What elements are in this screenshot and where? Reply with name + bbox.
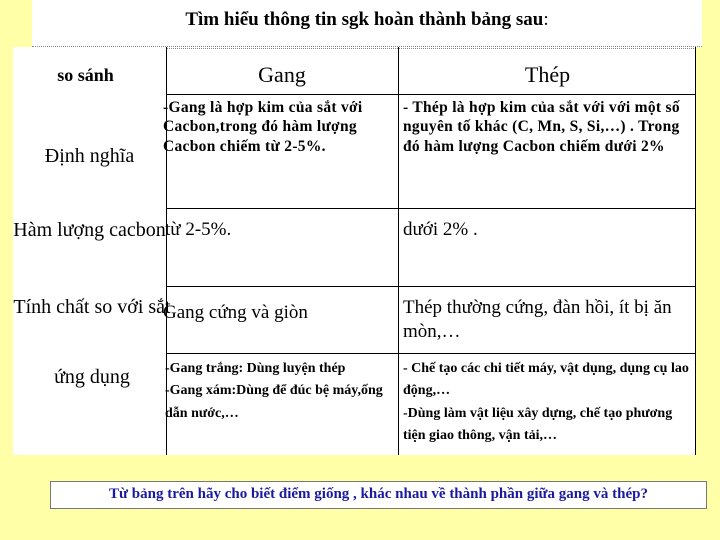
thep-application-line-1: - Chế tạo các chi tiết máy, vật dụng, dụng cụ lao động,… [403,361,689,399]
cell-thep-definition: - Thép là hợp kim của sắt với với một số nguyên tố khác (C, Mn, S, Si,…) . Trong đó hàm lượng Cacbon chiếm dưới 2% [403,99,680,155]
slide-title-text: Tìm hiểu thông tin sgk hoàn thành bảng sau [185,9,544,30]
header-thep: Thép [524,62,571,87]
row-label-applications: ứng dụng [54,366,130,388]
header-top-dash [166,48,696,49]
cell-gang-applications [165,358,391,425]
thep-application-line-2: -Dùng làm vật liệu xây dựng, chế tạo phương tiện giao thông, vận tải,… [403,405,673,444]
gang-application-line-2: -Gang xám:Dùng để đúc bệ máy,ống dẫn nước,… [165,383,383,421]
cell-gang-carbon: từ 2-5%. [165,219,232,240]
row-label-properties: Tính chất so với sắt [13,296,171,318]
comparison-table [13,47,696,455]
cell-thep-properties: Thép thường cứng, đàn hồi, ít bị ăn mòn,… [403,297,672,342]
header-divider [166,94,696,95]
cell-gang-properties: Gang cứng và giòn [163,302,308,323]
cell-gang-definition: -Gang là hợp kim của sắt với Cacbon,trong đó hàm lượng Cacbon chiếm từ 2-5%. [163,99,363,155]
cell-thep-applications [403,358,695,448]
footer-question-box [50,481,707,509]
gang-application-line-1: -Gang trắng: Dùng luyện thép [165,361,346,376]
row-divider-2 [166,286,696,287]
header-criterion: so sánh [57,65,114,85]
row-label-definition: Định nghĩa [44,145,135,167]
row-divider-1 [166,208,696,209]
row-divider-3 [166,353,696,354]
header-gang: Gang [258,62,306,87]
slide-title [32,9,702,31]
row-label-carbon: Hàm lượng cacbon [13,219,166,241]
footer-question: Từ bảng trên hãy cho biết điểm giống , khác nhau về thành phần giữa gang và thép? [109,486,648,502]
title-box [32,0,702,47]
slide-title-colon: : [543,9,549,30]
col-divider-3 [695,47,696,455]
cell-thep-carbon: dưới 2% . [403,219,478,240]
col-divider-2 [398,47,399,455]
